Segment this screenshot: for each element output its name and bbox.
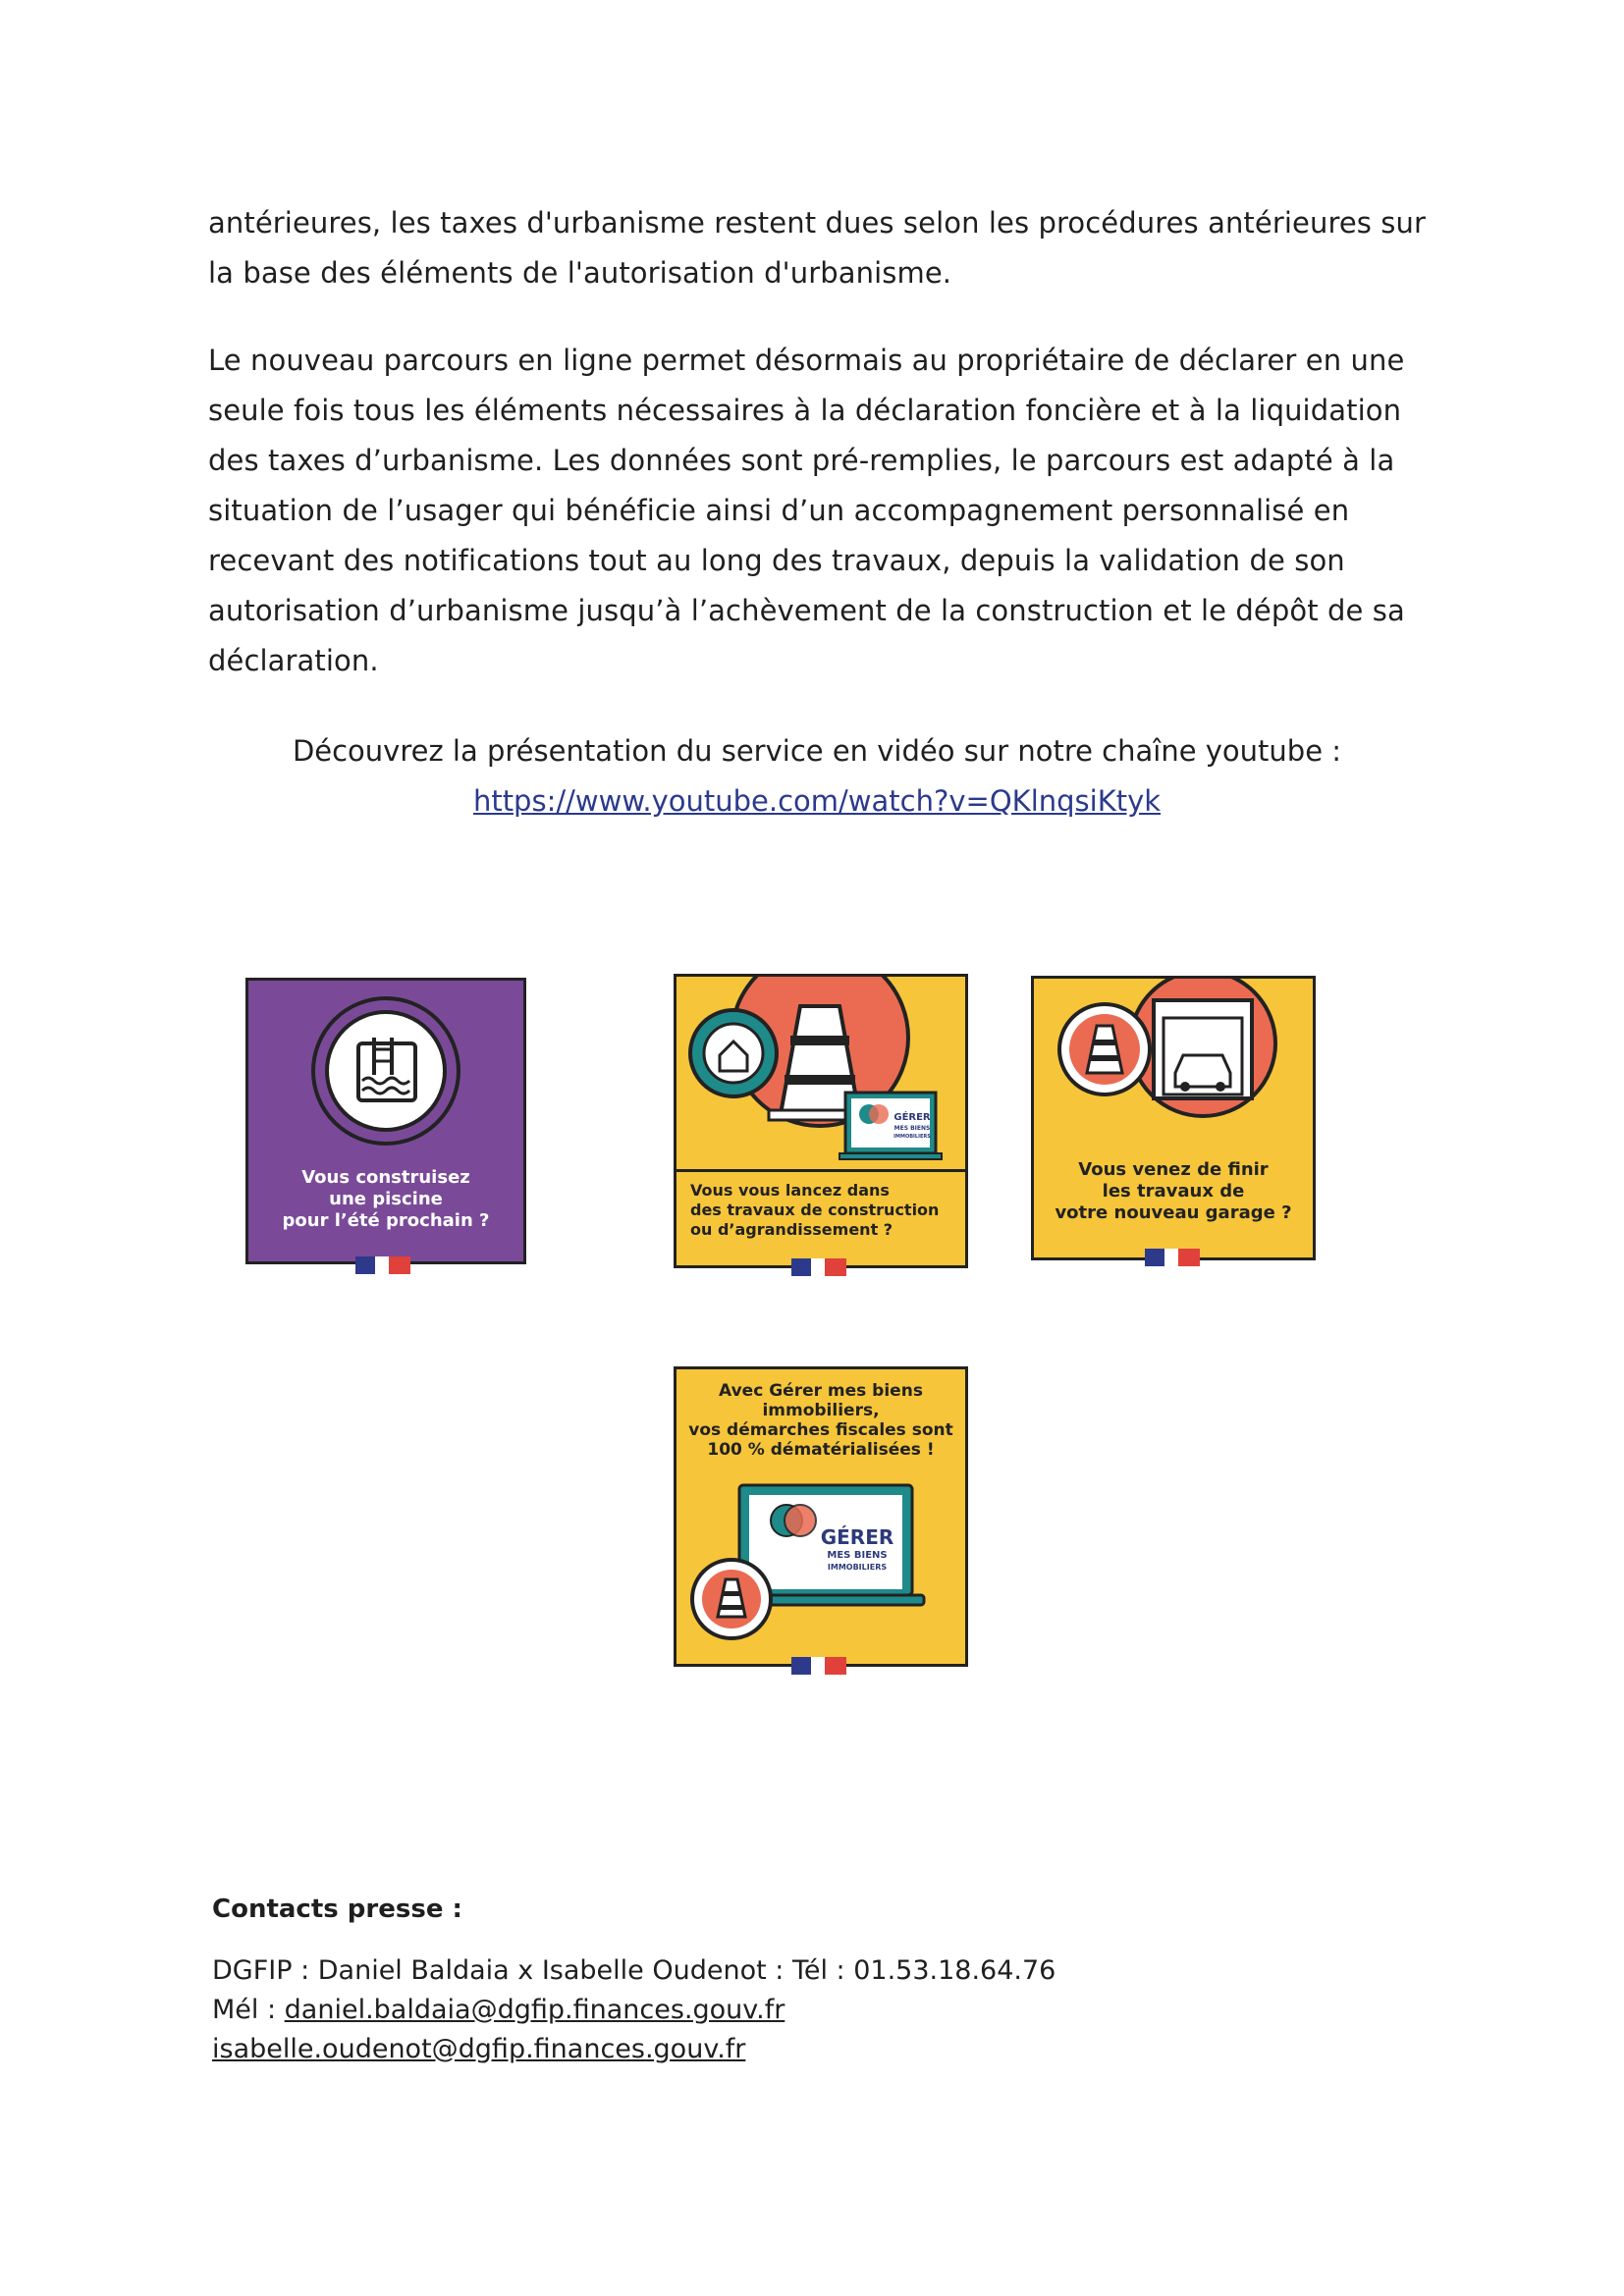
- laptop-illustration: [677, 1369, 965, 1664]
- tile-travaux: [674, 974, 968, 1268]
- tile-garage-caption: Vous venez de finir les travaux de votre nouveau garage ?: [1055, 1159, 1292, 1223]
- logo-text-3: IMMOBILIERS: [893, 1134, 931, 1140]
- contact-email-2: [212, 2030, 745, 2069]
- youtube-link[interactable]: https://www.youtube.com/watch?v=QKlnqsiKtyk: [472, 784, 1162, 818]
- tile-gerer-caption: Avec Gérer mes biens immobiliers, vos démarches fiscales sont 100 % dématérialisées !: [688, 1381, 953, 1460]
- gerer-logo-text-3: IMMOBILIERS: [827, 1563, 888, 1572]
- logo-text-1: GÉRER: [893, 1112, 931, 1123]
- tile-piscine-caption: Vous construisez une piscine pour l’été prochain ?: [282, 1167, 490, 1231]
- video-section: [208, 726, 1426, 827]
- republic-flag-3: [1145, 1249, 1204, 1266]
- video-intro-text: Découvrez la présentation du service en vidéo sur notre chaîne youtube :: [292, 734, 1342, 768]
- tile-piscine: [245, 978, 526, 1264]
- mel-label: Mél :: [212, 1995, 285, 2025]
- contact-mel: [212, 1991, 785, 2030]
- logo-text-2: MES BIENS: [893, 1125, 931, 1132]
- paragraph-1: antérieures, les taxes d'urbanisme restent dues selon les procédures antérieures sur la base des éléments de l'autorisation d'urbanisme.: [208, 206, 1427, 290]
- republic-flag-4: [791, 1657, 850, 1675]
- republic-flag-1: [355, 1256, 414, 1274]
- gerer-logo-text-2: MES BIENS: [827, 1550, 888, 1561]
- tile-gerer: [674, 1366, 968, 1667]
- tile-travaux-caption: Vous vous lancez dans des travaux de construction ou d’agrandissement ?: [690, 1181, 940, 1239]
- paragraph-2: Le nouveau parcours en ligne permet désormais au propriétaire de déclarer en une seule fois tous les éléments nécessaires à la déclaration foncière et à la liquidation des taxes d’urbanisme. Les données sont pré-remplies, le parcours est adapté à la situation de l’usager qui bénéficie ainsi d’un accompagnement personnalisé en recevant des notifications tout au long des travaux, depuis la validation de son autorisation d’urbanisme jusqu’à l’achèvement de la construction et le dépôt de sa déclaration.: [208, 344, 1405, 677]
- contact-dgfip: DGFIP : Daniel Baldaia x Isabelle Oudenot : Tél : 01.53.18.64.76: [212, 1955, 1056, 1986]
- republic-flag-2: [791, 1258, 850, 1276]
- contacts-title: Contacts presse :: [212, 1895, 462, 1924]
- email-link-2[interactable]: isabelle.oudenot@dgfip.finances.gouv.fr: [212, 2034, 746, 2064]
- email-link-1[interactable]: daniel.baldaia@dgfip.finances.gouv.fr: [284, 1995, 785, 2025]
- tile-garage: [1031, 976, 1316, 1260]
- gerer-logo-text-1: GÉRER: [820, 1525, 894, 1549]
